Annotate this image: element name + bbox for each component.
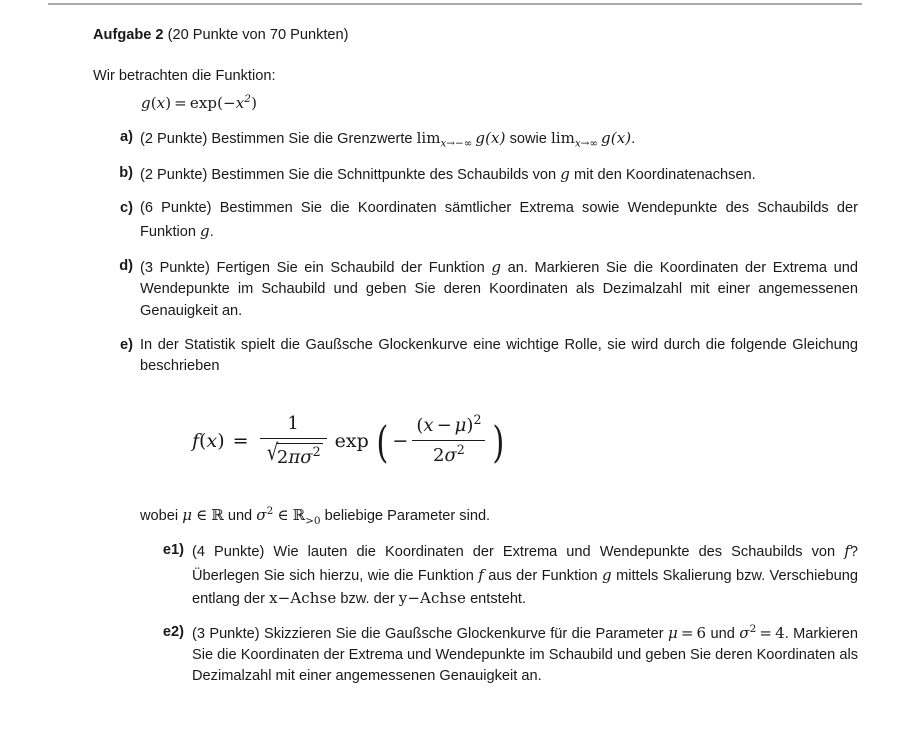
- arg-exponent: 2: [244, 92, 252, 105]
- wobei-reals-1: ℝ: [211, 505, 224, 524]
- exp-num-mu: μ: [454, 414, 467, 436]
- subitem-e2-points: (3 Punkte): [192, 625, 260, 642]
- e2-sigma-value: 4: [775, 623, 785, 642]
- eq-paren-close: ): [217, 430, 225, 453]
- exp-den-coefficient: 2: [432, 445, 445, 467]
- item-b-symbol-g: g: [560, 164, 570, 183]
- wobei-reals-2-subscript: >0: [305, 514, 321, 527]
- wobei-mu: μ: [182, 505, 193, 524]
- equation-row: f ( x ) = 1 √ $2\pi\sigma^2$ exp ( − $\frac{(x - \mu)^2}{2\sigma^2}$ ): [192, 412, 509, 473]
- wobei-conjunction: und: [227, 507, 253, 524]
- radicand: [277, 443, 323, 472]
- task-item-b: [93, 163, 858, 186]
- e2-sigma: σ: [739, 623, 750, 642]
- wobei-reals-2: [292, 505, 321, 527]
- subitem-e2-conjunction: und: [710, 625, 735, 642]
- arg-paren-close: ): [251, 93, 258, 112]
- prefactor-fraction: [260, 411, 327, 472]
- function-definition-equation: [93, 94, 858, 113]
- radicand-sigma: σ: [300, 447, 313, 469]
- header-rule: [48, 3, 862, 5]
- radicand-coefficient: 2: [276, 447, 289, 469]
- item-label-e: e): [120, 336, 133, 353]
- item-b-points: (2 Punkte): [140, 166, 208, 183]
- wobei-reals-2-symbol: ℝ: [292, 505, 306, 524]
- wobei-paragraph: [140, 504, 858, 527]
- eq-fn-f: f: [192, 430, 200, 453]
- gaussian-display-equation: [140, 412, 858, 473]
- subitem-e1-symbol-f-1: f: [844, 542, 850, 561]
- limit-expression-1: [417, 129, 506, 147]
- fn-var-x: x: [156, 93, 166, 112]
- lim-op-2: lim: [550, 128, 575, 147]
- subitem-label-e1: e1): [162, 542, 184, 559]
- exp-operator: exp: [189, 93, 218, 112]
- item-a-text-after: .: [631, 130, 636, 147]
- subitem-e1-points: (4 Punkte): [192, 544, 265, 561]
- task-item-c: [93, 198, 858, 243]
- exp-num-exponent: 2: [473, 411, 482, 427]
- arg-minus: −: [223, 93, 236, 112]
- subitem-e1-seg1: Wie lauten die Koordinaten der Extrema und Wendepunkte des Schaubilds von: [273, 544, 836, 561]
- item-label-d: d): [119, 257, 133, 274]
- eq-paren-open: (: [199, 430, 207, 453]
- exp-num-var-x: x: [423, 414, 434, 436]
- wobei-element-of-1: ∈: [196, 505, 208, 524]
- wobei-prefix: wobei: [140, 507, 179, 524]
- item-label-b: b): [119, 164, 133, 181]
- wobei-element-of-2: ∈: [277, 505, 289, 524]
- e2-mu-value: 6: [696, 623, 707, 642]
- exponent-denominator: [429, 441, 469, 470]
- document-content: [93, 25, 858, 688]
- exp-num-minus: −: [436, 414, 452, 436]
- exp-operator-label: exp: [334, 430, 369, 453]
- subitem-e1-seg5: bzw. der: [340, 591, 395, 608]
- fn-name-g: g: [141, 93, 151, 112]
- subitem-e2-seg2: . Markieren Sie die Koordinaten der Extrema und Wendepunkte im Schaubild und geben Sie deren Koordinaten als Dezimalzahl mit einer angemessenen Genauigkeit an.: [192, 625, 859, 685]
- subitems-list: [140, 540, 858, 688]
- exp-den-sigma: σ: [444, 445, 457, 467]
- item-label-c: c): [120, 200, 133, 217]
- wobei-sigma-exponent: 2: [266, 504, 274, 517]
- task-item-e: [93, 335, 858, 688]
- lim-op-1: lim: [416, 128, 441, 147]
- radical-sign-icon: √: [266, 440, 278, 467]
- exponent-fraction: [412, 413, 485, 470]
- item-d-symbol-g: g: [491, 257, 502, 276]
- task-subitem-e2: [140, 622, 858, 688]
- item-c-text-before: Bestimmen Sie die Koordinaten sämtlicher Extrema sowie Wendepunkte des Schaubilds der Funktion: [140, 200, 859, 240]
- item-c-points: (6 Punkte): [140, 200, 212, 217]
- arg-paren-open: (: [217, 93, 224, 112]
- subitem-e1-seg6: entsteht.: [470, 591, 527, 608]
- exp-den-sigma-exponent: 2: [456, 442, 465, 458]
- radicand-sigma-exponent: 2: [312, 444, 321, 460]
- square-root: [264, 440, 323, 472]
- eq-equals: =: [232, 430, 249, 453]
- e2-mu-equals: =: [680, 623, 694, 642]
- subitem-e1-seg3: aus der Funktion: [488, 567, 598, 584]
- e2-mu: μ: [667, 623, 678, 642]
- exponent-minus-sign: −: [392, 430, 409, 453]
- subitem-e2-mu-equation: [668, 624, 706, 642]
- task-items-list: [93, 127, 858, 688]
- e2-sigma-exponent: 2: [749, 622, 757, 635]
- wobei-sigma-squared: [256, 506, 273, 524]
- lim-subscript-1: x→−∞: [440, 136, 473, 149]
- item-a-points: (2 Punkte): [140, 130, 208, 147]
- subitem-e1-seg2: ? Überlegen Sie sich hierzu, wie die Funktion: [192, 544, 859, 584]
- item-b-text-before: Bestimmen Sie die Schnittpunkte des Schaubilds von: [211, 166, 557, 183]
- item-a-text-before: Bestimmen Sie die Grenzwerte: [211, 130, 413, 147]
- item-d-text-before: Fertigen Sie ein Schaubild der Funktion: [216, 259, 485, 276]
- item-d-points: (3 Punkte): [140, 259, 210, 276]
- lim-fn-2: g(x): [601, 128, 632, 147]
- item-e-text: In der Statistik spielt die Gaußsche Glockenkurve eine wichtige Rolle, sie wird durch die folgende Gleichung beschrieben: [140, 336, 858, 375]
- subitem-label-e2: e2): [162, 623, 184, 640]
- item-a-text-middle: sowie: [509, 130, 547, 147]
- subitem-e1-symbol-f-2: f: [478, 565, 484, 584]
- task-label: Aufgabe 2: [93, 27, 164, 43]
- eq-var-x: x: [206, 430, 218, 453]
- g-of-x-expression: [141, 94, 257, 112]
- subitem-e1-symbol-g: g: [602, 565, 612, 584]
- subitem-e2-seg1: Skizzieren Sie die Gaußsche Glockenkurve für die Parameter: [264, 625, 664, 642]
- lim-fn-1: g(x): [475, 128, 506, 147]
- task-item-a: [93, 127, 858, 150]
- subitem-e1-axis-y: y−Achse: [398, 589, 466, 608]
- wobei-sigma: σ: [256, 505, 267, 524]
- exp-num-paren-open: (: [416, 414, 424, 436]
- intro-text: Wir betrachten die Funktion:: [93, 68, 276, 85]
- equals-sign: =: [174, 93, 187, 112]
- wobei-suffix: beliebige Parameter sind.: [324, 507, 491, 524]
- task-item-d: [93, 256, 858, 322]
- fraction-numerator-one: 1: [287, 412, 299, 434]
- fraction-denominator: [260, 439, 327, 472]
- exp-num-paren-close: ): [466, 414, 474, 436]
- radicand-pi: π: [288, 447, 301, 469]
- item-c-text-after: .: [209, 223, 214, 240]
- paren-open: (: [150, 93, 157, 112]
- arg-var-x: x: [235, 93, 245, 112]
- subitem-e1-seg4: mittels Skalierung bzw. Verschiebung entlang der: [192, 567, 858, 608]
- item-b-text-after: mit den Koordinatenachsen.: [574, 166, 756, 183]
- task-points-note: (20 Punkte von 70 Punkten): [167, 27, 349, 43]
- subitem-e2-sigma-equation: [739, 624, 784, 642]
- item-label-a: a): [120, 128, 133, 145]
- exponent-numerator: [412, 413, 485, 441]
- item-c-symbol-g: g: [200, 221, 210, 240]
- paren-close: ): [165, 93, 172, 112]
- e2-sigma-equals: =: [759, 623, 773, 642]
- task-heading: [93, 25, 858, 45]
- subitem-e1-axis-x: x−Achse: [269, 589, 337, 608]
- item-d-text-after: an. Markieren Sie die Koordinaten der Extrema und Wendepunkte im Schaubild und geben Sie deren Koordinaten als Dezimalzahl mit einer angemessenen Genauigkeit an.: [140, 259, 858, 319]
- lim-subscript-2: x→∞: [574, 136, 599, 149]
- limit-expression-2: [551, 129, 631, 147]
- task-subitem-e1: [140, 540, 858, 610]
